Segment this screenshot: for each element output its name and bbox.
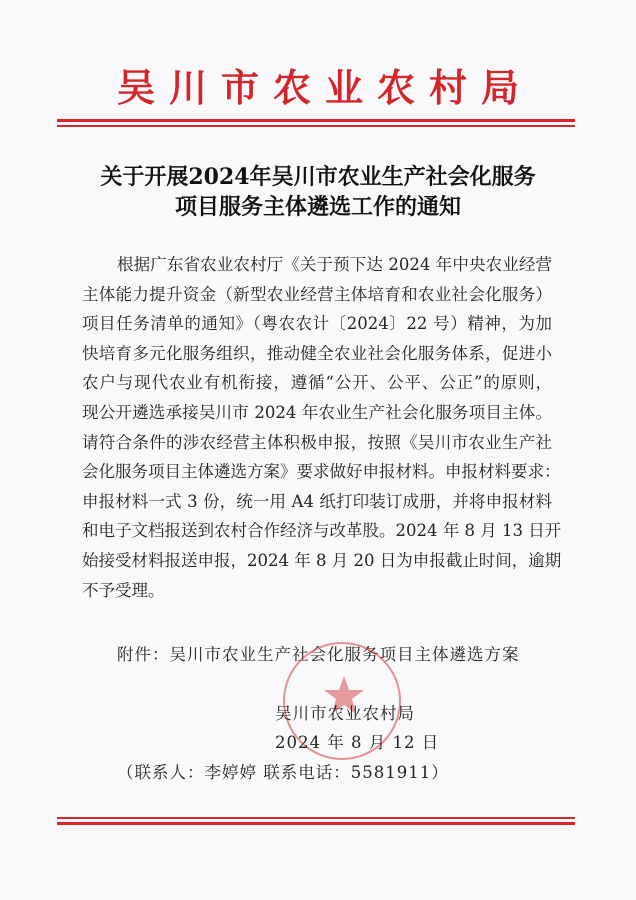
body-line: 农户与现代农业有机衔接，遵循“公开、公平、公正”的原则， [82,373,552,393]
body-line: 始接受材料报送申报，2024 年 8 月 20 日为申报截止时间，逾期 [82,551,562,570]
body-line: 主体能力提升资金（新型农业经营主体培育和农业社会化服务） [82,284,552,304]
attachment-note: 附件：吴川市农业生产社会化服务项目主体遴选方案 [117,645,520,664]
body-line: 会化服务项目主体遴选方案》要求做好申报材料。申报材料要求： [82,462,561,482]
body-line: 和电子文档报送到农村合作经济与改革股。2024 年 8 月 13 日开 [82,521,562,541]
header-rule-thin [57,125,575,127]
body-line: 根据广东省农业农村厅《关于预下达 2024 年中央农业经营 [117,255,552,274]
signature-organization: 吴川市农业农村局 [275,704,415,723]
body-line: 现公开遴选承接吴川市 2024 年农业生产社会化服务项目主体。 [82,403,552,422]
body-line: 项目任务清单的通知》（粤农农计〔2024〕22 号）精神，为加 [82,314,552,334]
body-line: 快培育多元化服务组织，推动健全农业社会化服务体系，促进小 [82,343,552,363]
footer-rule-top [57,817,575,819]
document-title-line-2: 项目服务主体遴选工作的通知 [174,194,461,220]
body-line: 请符合条件的涉农经营主体积极申报，按照《吴川市农业生产社 [82,432,552,452]
body-line: 申报材料一式 3 份，统一用 A4 纸打印装订成册，并将申报材料 [82,491,552,511]
document-title-line-1: 关于开展2024年吴川市农业生产社会化服务 [100,164,536,190]
contact-info: （联系人：李婷婷 联系电话：5581911） [117,763,449,782]
issuing-organization-header: 吴川市农业农村局 [116,66,533,110]
signature-date: 2024 年 8 月 12 日 [275,733,440,752]
header-rule-thick [57,119,575,122]
body-line: 不予受理。 [82,580,165,600]
footer-rule-bottom [57,822,575,825]
